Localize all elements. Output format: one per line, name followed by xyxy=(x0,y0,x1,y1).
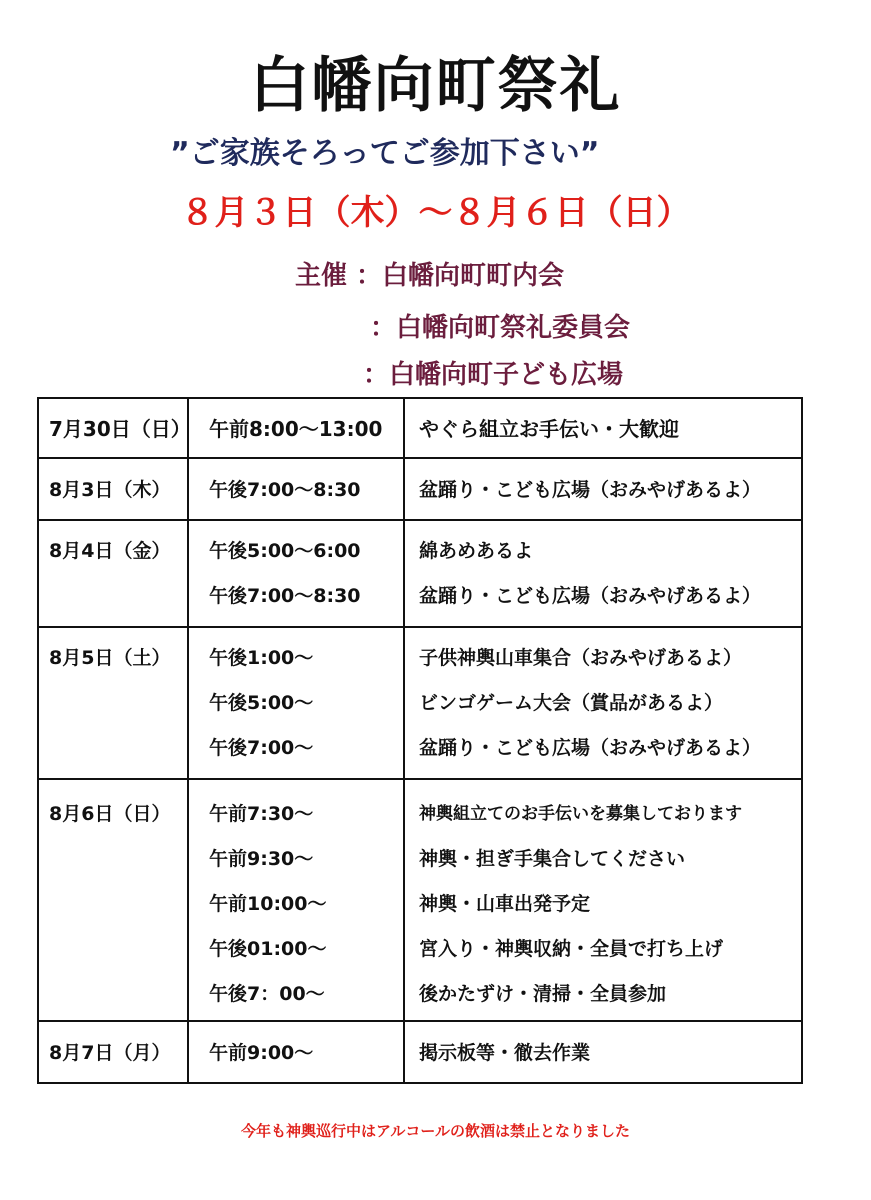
time-cell xyxy=(188,627,404,779)
date-text: 8月5日（土） xyxy=(49,647,171,669)
date-cell xyxy=(38,398,191,458)
time-cell xyxy=(188,458,404,520)
date-text: 8月4日（金） xyxy=(49,540,171,562)
time-text: 午後5:00～ xyxy=(209,692,314,714)
schedule-row xyxy=(38,779,802,1021)
activity-text: 神輿・山車出発予定 xyxy=(419,893,591,915)
date-cell xyxy=(38,779,188,1021)
time-cell xyxy=(188,779,404,1021)
time-text: 午後7:00～ xyxy=(209,737,314,759)
activity-text: 盆踊り・こども広場（おみやげあるよ） xyxy=(419,737,762,759)
activity-text: 綿あめあるよ xyxy=(419,540,534,562)
activity-text: 盆踊り・こども広場（おみやげあるよ） xyxy=(419,585,762,607)
time-text: 午後01:00～ xyxy=(209,938,327,960)
date-text: 7月30日（日） xyxy=(49,417,191,441)
date-text: 8月6日（日） xyxy=(49,803,171,825)
time-text: 午前7:30～ xyxy=(209,803,314,825)
activity-text: 神輿・担ぎ手集合してください xyxy=(419,848,686,870)
organizer-1: 主催 ：白幡向町町内会 xyxy=(295,261,565,291)
time-text: 午後7:00～8:30 xyxy=(209,479,361,501)
schedule-row xyxy=(38,1021,802,1083)
time-text: 午後1:00～ xyxy=(209,647,314,669)
activity-text: 宮入り・神輿収納・全員で打ち上げ xyxy=(419,938,724,960)
activity-cell xyxy=(404,520,802,627)
time-cell xyxy=(188,1021,404,1083)
activity-cell xyxy=(404,398,802,458)
page-title: 白幡向町祭礼 xyxy=(249,51,622,121)
activity-text: ビンゴゲーム大会（賞品があるよ） xyxy=(419,692,724,714)
activity-cell xyxy=(404,458,802,520)
organizer-3: ：白幡向町子ども広場 xyxy=(363,360,624,390)
date-cell xyxy=(38,458,188,520)
time-text: 午前8:00～13:00 xyxy=(209,417,383,441)
activity-text: 神輿組立てのお手伝いを募集しております xyxy=(419,804,742,824)
schedule-row xyxy=(38,398,802,458)
time-text: 午後7：00～ xyxy=(209,983,325,1005)
time-text: 午前10:00～ xyxy=(209,893,327,915)
schedule-row xyxy=(38,458,802,520)
time-text: 午後5:00～6:00 xyxy=(209,540,361,562)
schedule-table xyxy=(37,397,803,1084)
activity-text: やぐら組立お手伝い・大歓迎 xyxy=(419,417,679,441)
time-text: 午前9:30～ xyxy=(209,848,314,870)
activity-cell xyxy=(404,779,802,1021)
date-text: 8月7日（月） xyxy=(49,1042,171,1064)
time-cell xyxy=(188,398,404,458)
schedule-row xyxy=(38,520,802,627)
activity-cell xyxy=(404,1021,802,1083)
date-cell xyxy=(38,1021,188,1083)
schedule-row xyxy=(38,627,802,779)
activity-text: 掲示板等・徹去作業 xyxy=(419,1042,591,1064)
date-cell xyxy=(38,627,188,779)
time-cell xyxy=(188,520,404,627)
date-text: 8月3日（木） xyxy=(49,479,171,501)
activity-text: 盆踊り・こども広場（おみやげあるよ） xyxy=(419,479,762,501)
alcohol-notice: 今年も神輿巡行中はアルコールの飲酒は禁止となりました xyxy=(240,1122,631,1140)
subtitle: ”ご家族そろってご参加下さい” xyxy=(170,136,600,171)
activity-text: 子供神輿山車集合（おみやげあるよ） xyxy=(419,647,743,669)
activity-text: 後かたずけ・清掃・全員参加 xyxy=(419,983,667,1005)
time-text: 午前9:00～ xyxy=(209,1042,314,1064)
organizer-2: ：白幡向町祭礼委員会 xyxy=(370,313,631,343)
festival-dates: ８月３日（木）～８月６日（日） xyxy=(180,193,691,233)
activity-cell xyxy=(404,627,802,779)
time-text: 午後7:00～8:30 xyxy=(209,585,361,607)
date-cell xyxy=(38,520,188,627)
